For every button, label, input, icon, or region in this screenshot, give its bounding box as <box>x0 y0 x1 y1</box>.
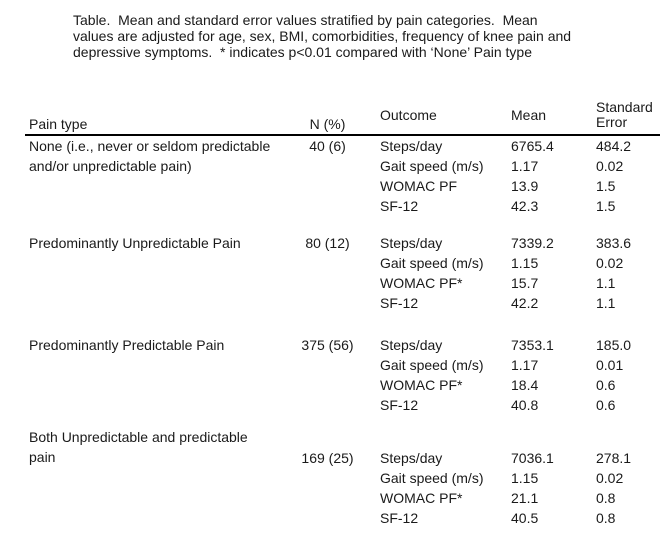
outcome-label: Steps/day <box>380 337 443 353</box>
mean-cell <box>505 427 590 528</box>
pain-type-label: and/or unpredictable pain) <box>29 158 192 174</box>
mean-value: 6765.4 <box>511 138 554 154</box>
pain-type-label: Predominantly Predictable Pain <box>29 337 225 353</box>
mean-value: 1.15 <box>511 255 539 271</box>
caption-line: depressive symptoms. * indicates p<0.01 compared with ‘None’ Pain type <box>73 44 532 60</box>
standard-error-value: 0.02 <box>596 255 624 271</box>
standard-error-value: 0.8 <box>596 490 616 506</box>
mean-value: 7036.1 <box>511 450 554 466</box>
n-percent-value: 169 (25) <box>301 450 354 466</box>
standard-error-value: 1.5 <box>596 198 616 214</box>
outcome-label: SF-12 <box>380 510 419 526</box>
outcome-label: SF-12 <box>380 397 419 413</box>
mean-value: 21.1 <box>511 490 539 506</box>
table-group-none <box>25 136 663 216</box>
column-header-standard-error: Standard Error <box>596 99 653 130</box>
outcome-label: WOMAC PF* <box>380 490 463 506</box>
mean-value: 18.4 <box>511 377 539 393</box>
caption-line: Table. Mean and standard error values stratified by pain categories. Mean <box>73 12 538 28</box>
pain-type-label: None (i.e., never or seldom predictable <box>29 138 271 154</box>
mean-value: 42.2 <box>511 295 539 311</box>
outcome-label: Gait speed (m/s) <box>380 255 484 271</box>
n-percent-value: 375 (56) <box>301 337 354 353</box>
standard-error-value: 383.6 <box>596 235 632 251</box>
table-group-both <box>25 427 663 528</box>
mean-cell <box>505 233 590 313</box>
column-header-mean: Mean <box>511 106 547 123</box>
outcome-cell <box>365 427 505 528</box>
standard-error-cell <box>590 427 663 528</box>
table-group-predominantly-predictable <box>25 335 663 415</box>
standard-error-value: 0.01 <box>596 357 624 373</box>
standard-error-cell <box>590 335 663 415</box>
mean-value: 1.17 <box>511 357 539 373</box>
standard-error-value: 0.02 <box>596 470 624 486</box>
n-percent-cell <box>290 335 365 415</box>
caption-line: values are adjusted for age, sex, BMI, comorbidities, frequency of knee pain and <box>73 28 572 44</box>
outcome-label: Gait speed (m/s) <box>380 470 484 486</box>
pain-type-label: Predominantly Unpredictable Pain <box>29 235 241 251</box>
mean-value: 7339.2 <box>511 235 554 251</box>
outcome-label: WOMAC PF <box>380 178 457 194</box>
mean-cell <box>505 335 590 415</box>
mean-value: 42.3 <box>511 198 539 214</box>
standard-error-value: 484.2 <box>596 138 632 154</box>
outcome-cell <box>365 335 505 415</box>
outcome-label: Steps/day <box>380 235 443 251</box>
standard-error-value: 0.02 <box>596 158 624 174</box>
n-percent-cell <box>290 233 365 313</box>
pain-type-cell <box>25 427 290 528</box>
outcome-label: SF-12 <box>380 295 419 311</box>
standard-error-cell <box>590 136 663 216</box>
standard-error-value: 185.0 <box>596 337 632 353</box>
pain-type-label: pain <box>29 449 56 465</box>
outcome-label: SF-12 <box>380 198 419 214</box>
standard-error-value: 0.6 <box>596 397 616 413</box>
mean-cell <box>505 136 590 216</box>
table-caption <box>73 12 653 60</box>
outcome-label: Gait speed (m/s) <box>380 357 484 373</box>
mean-value: 15.7 <box>511 275 539 291</box>
mean-value: 1.15 <box>511 470 539 486</box>
column-header-outcome: Outcome <box>380 106 437 123</box>
mean-value: 13.9 <box>511 178 539 194</box>
mean-value: 40.8 <box>511 397 539 413</box>
outcome-label: WOMAC PF* <box>380 377 463 393</box>
pain-type-cell <box>25 335 290 415</box>
n-percent-cell <box>290 427 365 528</box>
mean-value: 40.5 <box>511 510 539 526</box>
n-percent-cell <box>290 136 365 216</box>
table-header-row <box>25 96 663 134</box>
standard-error-value: 0.6 <box>596 377 616 393</box>
pain-type-cell <box>25 136 290 216</box>
outcome-label: WOMAC PF* <box>380 275 463 291</box>
pain-type-cell <box>25 233 290 313</box>
standard-error-cell <box>590 233 663 313</box>
standard-error-value: 278.1 <box>596 450 632 466</box>
table-group-predominantly-unpredictable <box>25 233 663 313</box>
column-header-pain-type: Pain type <box>29 116 88 132</box>
column-header-n-percent: N (%) <box>309 116 346 132</box>
outcome-label: Steps/day <box>380 138 443 154</box>
n-percent-value: 40 (6) <box>309 138 346 154</box>
outcome-cell <box>365 136 505 216</box>
standard-error-value: 1.1 <box>596 295 616 311</box>
standard-error-value: 1.5 <box>596 178 616 194</box>
mean-value: 7353.1 <box>511 337 554 353</box>
standard-error-value: 0.8 <box>596 510 616 526</box>
n-percent-value: 80 (12) <box>305 235 350 251</box>
outcome-cell <box>365 233 505 313</box>
mean-value: 1.17 <box>511 158 539 174</box>
pain-type-label: Both Unpredictable and predictable <box>29 429 248 445</box>
outcome-label: Steps/day <box>380 450 443 466</box>
outcome-label: Gait speed (m/s) <box>380 158 484 174</box>
standard-error-value: 1.1 <box>596 275 616 291</box>
